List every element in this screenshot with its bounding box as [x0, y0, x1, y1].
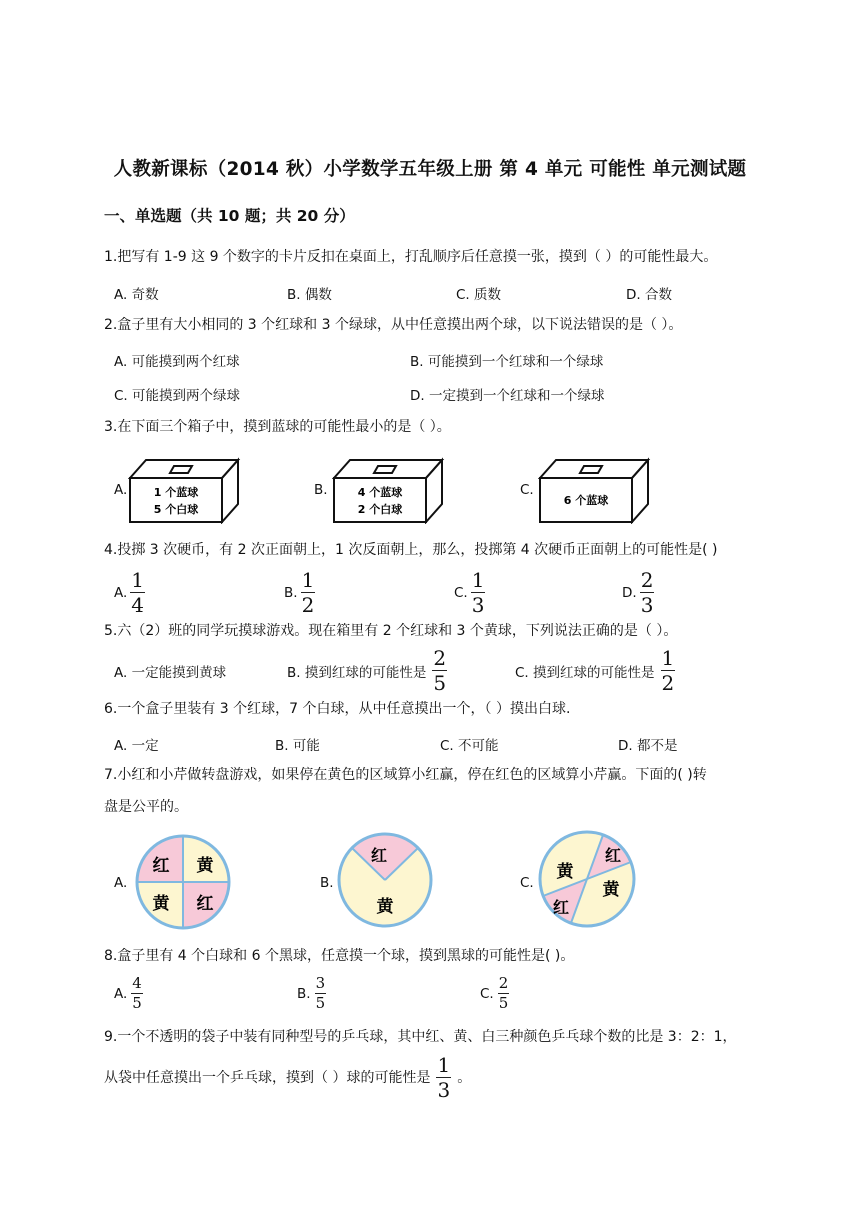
question-9-line-1: 9.一个不透明的袋子中装有同种型号的乒乓球，其中红、黄、白三种颜色乒乓球个数的比是 3：2：1， [104, 1029, 737, 1045]
q4-option-c [454, 568, 485, 618]
question-9-line-2 [104, 1053, 472, 1103]
question-3-text: 3.在下面三个箱子中，摸到蓝球的可能性最小的是（ ）。 [104, 419, 451, 435]
q2-option-c: C. 可能摸到两个绿球 [114, 388, 241, 404]
document-title: 人教新课标（2014 秋）小学数学五年级上册 第 4 单元 可能性 单元测试题 [113, 159, 747, 180]
q8-option-c [480, 976, 509, 1011]
q1-option-b: B. 偶数 [287, 287, 332, 303]
fraction: $\frac{4}{5}$ [132, 974, 142, 1013]
q4-label-a: A. [114, 584, 128, 601]
q8-label-a: A. [114, 985, 128, 1002]
q1-option-d: D. 合数 [626, 287, 672, 303]
box-a-line-1: 1 个蓝球 [153, 486, 199, 499]
q2-option-b: B. 可能摸到一个红球和一个绿球 [410, 354, 604, 370]
question-4-text: 4.投掷 3 次硬币，有 2 次正面朝上，1 次反面朝上，那么，投掷第 4 次硬币正面朝上的可能性是( ) [104, 542, 718, 558]
fraction: $\frac{1}{4}$ [131, 568, 145, 618]
q5-option-a: A. 一定能摸到黄球 [114, 665, 227, 681]
spinner-b-label-red: 红 [370, 846, 388, 865]
box-a-line-2: 5 个白球 [153, 503, 199, 516]
fraction: $\frac{2}{5}$ [498, 974, 509, 1013]
section-heading: 一、单选题（共 10 题；共 20 分） [104, 207, 355, 225]
q5-option-b [287, 646, 447, 696]
q6-option-d: D. 都不是 [618, 738, 678, 754]
q5-option-c-text: C. 摸到红球的可能性是 [515, 664, 655, 681]
q1-option-c: C. 质数 [456, 287, 502, 303]
q2-option-a: A. 可能摸到两个红球 [114, 354, 240, 370]
fraction: $\frac{1}{2}$ [301, 568, 315, 618]
question-1-text: 1.把写有 1-9 这 9 个数字的卡片反扣在桌面上，打乱顺序后任意摸一张，摸到（ ）的可能性最大。 [104, 249, 718, 265]
question-6-text: 6.一个盒子里装有 3 个红球，7 个白球，从中任意摸出一个，（ ）摸出白球. [104, 701, 571, 717]
question-7-line-1: 7.小红和小芹做转盘游戏，如果停在黄色的区域算小红赢，停在红色的区域算小芹赢。下面的( )转 [104, 767, 707, 783]
q2-option-d: D. 一定摸到一个红球和一个绿球 [410, 388, 605, 404]
q4-option-b [284, 568, 315, 618]
q3-label-b: B. [314, 482, 328, 498]
q3-label-c: C. [520, 482, 534, 498]
q8-label-b: B. [297, 985, 311, 1002]
q1-option-a: A. 奇数 [114, 287, 159, 303]
q4-label-b: B. [284, 584, 298, 601]
q5-option-b-text: B. 摸到红球的可能性是 [287, 664, 427, 681]
fraction: $\frac{2}{3}$ [640, 568, 654, 618]
box-b-line-2: 2 个白球 [357, 503, 403, 516]
fraction: $\frac{1}{3}$ [471, 568, 485, 618]
box-b-line-1: 4 个蓝球 [357, 486, 403, 499]
q6-option-a: A. 一定 [114, 738, 159, 754]
spinner-a-label-red-1: 红 [152, 856, 170, 876]
spinner-c-label-yellow-1: 黄 [556, 862, 574, 882]
q7-label-a: A. [114, 875, 128, 891]
q5-option-c [515, 646, 675, 696]
q8-option-a [114, 976, 143, 1011]
q3-label-a: A. [114, 482, 128, 498]
q4-label-d: D. [622, 584, 637, 601]
spinner-b-label-yellow: 黄 [376, 897, 394, 917]
spinner-a-label-yellow-2: 黄 [152, 894, 170, 914]
q6-option-b: B. 可能 [275, 738, 320, 754]
q7-label-b: B. [320, 875, 334, 891]
question-2-text: 2.盒子里有大小相同的 3 个红球和 3 个绿球，从中任意摸出两个球，以下说法错误的是（ ）。 [104, 317, 683, 333]
question-9-end: 。 [457, 1069, 472, 1086]
question-7-line-2: 盘是公平的。 [104, 799, 188, 815]
q4-option-a [114, 568, 145, 618]
q7-label-c: C. [520, 875, 534, 891]
q8-label-c: C. [480, 985, 494, 1002]
spinner-a [130, 834, 236, 930]
fraction: $\frac{1}{2}$ [661, 646, 675, 696]
fraction: $\frac{1}{3}$ [437, 1053, 451, 1103]
q4-option-d [622, 568, 654, 618]
question-8-text: 8.盒子里有 4 个白球和 6 个黑球，任意摸一个球，摸到黑球的可能性是( )。 [104, 948, 575, 964]
spinner-a-label-red-2: 红 [196, 894, 214, 914]
question-9-line-2-text: 从袋中任意摸出一个乒乓球，摸到（ ）球的可能性是 [104, 1069, 431, 1086]
box-c-line-1: 6 个蓝球 [563, 494, 609, 507]
spinner-b [332, 830, 438, 930]
fraction: $\frac{3}{5}$ [315, 974, 326, 1013]
fraction: $\frac{2}{5}$ [433, 646, 447, 696]
spinner-a-label-yellow-1: 黄 [196, 856, 214, 876]
box-c-illustration [538, 456, 652, 524]
box-b-illustration [332, 456, 446, 524]
q8-option-b [297, 976, 326, 1011]
question-5-text: 5.六（2）班的同学玩摸球游戏。现在箱里有 2 个红球和 3 个黄球，下列说法正确的是（ ）。 [104, 623, 678, 639]
q4-label-c: C. [454, 584, 468, 601]
spinner-c-label-red-2: 红 [552, 898, 570, 917]
spinner-c [534, 828, 640, 930]
spinner-c-label-yellow-2: 黄 [602, 880, 620, 900]
spinner-c-label-red-1: 红 [604, 846, 622, 865]
box-a-illustration [128, 456, 242, 524]
q6-option-c: C. 不可能 [440, 738, 499, 754]
